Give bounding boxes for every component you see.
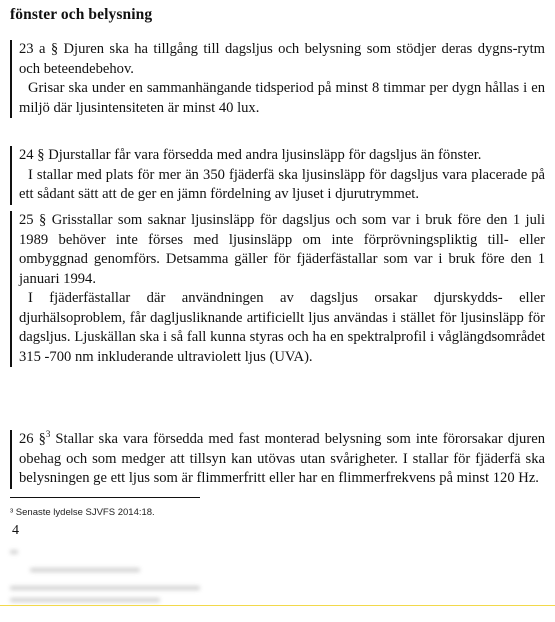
- paragraph-26: [10, 430, 545, 489]
- paragraph-text: 25 § Grisstallar som saknar ljusinsläpp för dagsljus och som var i bruk före den 1 juli 1989 behöver inte förses med ljusinsläpp om inte förprövningspliktig till- eller ombyggnad genomförs. Detsamma gäller för fjäderfästallar som var i bruk före den 1 januari 1994.: [19, 212, 545, 287]
- footnote-divider: [10, 497, 200, 498]
- section-heading: fönster och belysning: [10, 6, 153, 23]
- paragraph-25: [10, 211, 545, 367]
- paragraph-24: [10, 146, 545, 205]
- paragraph-text: [19, 430, 545, 489]
- footnote: ³ Senaste lydelse SJVFS 2014:18.: [10, 507, 155, 518]
- page-number: 4: [12, 523, 19, 538]
- paragraph-body: Stallar ska vara försedda med fast monterad belysning som inte förorsakar djuren obehag och som medger att tillsyn kan utövas utan svårigheter. I stallar för fjäderfä ska belysningen ge ett ljus som är flimmerfritt eller har en flimmerfrekvens på minst 120 Hz.: [19, 431, 545, 486]
- paragraph-text: 23 a § Djuren ska ha tillgång till dagsljus och belysning som stödjer deras dygns-rytm och beteendebehov.: [19, 41, 545, 77]
- footnote-marker[interactable]: 3: [45, 429, 51, 440]
- paragraph-text: I fjäderfästallar där användningen av dagsljus orsakar djurskydds- eller djurhälsoproblem, får dagljusliknande artificiellt ljus användas i stället för ljusinsläpp för dagsljus. Ljuskällan ska i så fall kunna styras och ha en spektralprofil i våglängdsområdet 315 -700 nm inkluderande ultraviolett ljus (UVA).: [19, 290, 545, 365]
- paragraph-text: 24 § Djurstallar får vara försedda med andra ljusinsläpp för dagsljus än fönster.: [19, 147, 482, 163]
- paragraph-text: Grisar ska under en sammanhängande tidsperiod på minst 8 timmar per dygn hållas i en miljö där ljusintensiteten är minst 40 lux.: [19, 80, 545, 116]
- paragraph-text: I stallar med plats för mer än 350 fjäderfä ska ljusinsläpp för dagsljus vara placerade på ett sådant sätt att de ger en jämn fördelning av ljuset i djurutrymmet.: [19, 166, 545, 202]
- section-number: 26 §: [19, 431, 46, 447]
- blurred-content: [10, 548, 310, 604]
- paragraph-23a: [10, 40, 545, 118]
- page-edge-line: [0, 605, 555, 606]
